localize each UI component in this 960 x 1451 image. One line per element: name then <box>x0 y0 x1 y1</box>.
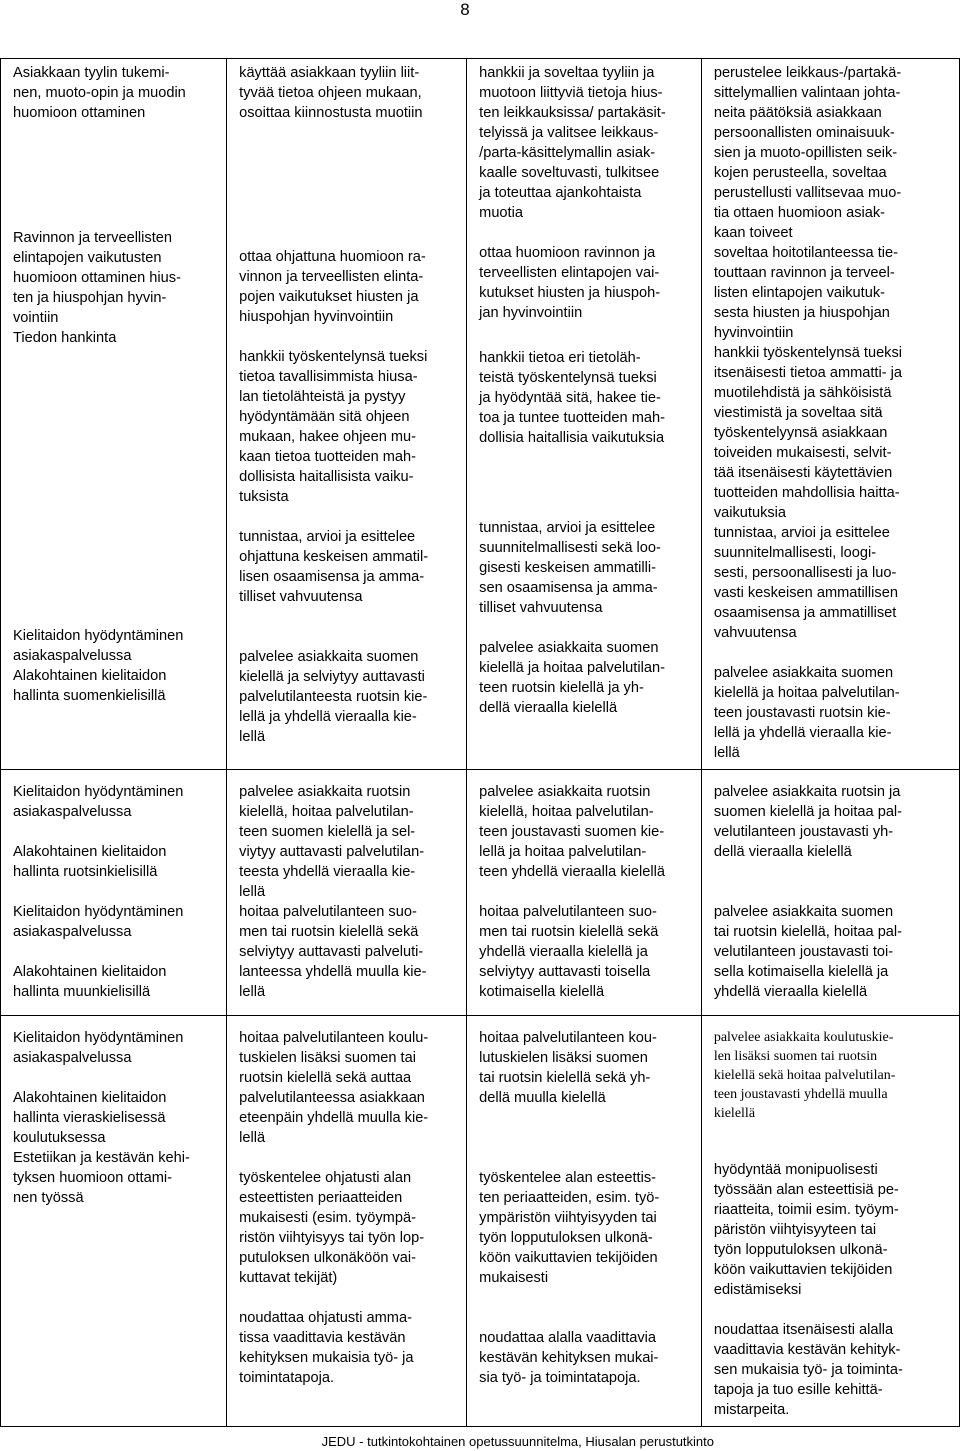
criteria-text: hoitaa palvelutilanteen suo- men tai ruotsin kielellä sekä yhdellä vieraalla kielellä ja selviytyy auttavasti toisella kotimaisella kielellä <box>479 904 659 1000</box>
table-row <box>1 770 960 1016</box>
criteria-text: hoitaa palvelutilanteen suo- men tai ruotsin kielellä sekä selviytyy auttavasti palveluti- lanteessa yhdellä muulla kie- lellä <box>239 904 427 1000</box>
criteria-text: hankkii työskentelynsä tueksi tietoa tavallisimmista hiusa- lan tietolähteistä ja pystyy hyödyntämään sitä ohjeen mukaan, hakee ohjeen mu- kaan tietoa tuotteiden mah- dollisista haitallisista vaiku- tuksista <box>239 349 428 505</box>
page-number: 8 <box>460 0 470 19</box>
criteria-text: hoitaa palvelutilanteen koulu- tuskielen lisäksi suomen tai ruotsin kielellä sekä auttaa palvelutilanteessa asiakkaan eteenpäin yhdellä muulla kie- lellä <box>239 1030 429 1146</box>
criteria-text: perustelee leikkaus-/partakä- sittelymallien valintaan johta- neita päätöksiä asiakkaan persoonallisten ominaisuuk- sien ja muoto-opillisten seik- kojen perusteella, soveltaa perustellusti vallitsevaa muo- tia ottaen huomioon asiak- kaan toiveet <box>713 65 902 241</box>
target-text: Ravinnon ja terveellisten elintapojen vaikutusten huomioon ottaminen hius- ten ja hiuspohjan hyvin- vointiin <box>13 230 181 326</box>
criteria-text: noudattaa itsenäisesti alalla vaadittavia kestävän kehityk- sen mukaisia työ- ja toiminta- tapoja ja tuo esille kehittä- mistarpeita. <box>713 1322 903 1418</box>
table-cell-level-1 <box>227 770 467 1016</box>
table-cell-target <box>1 770 227 1016</box>
table-cell-level-2 <box>467 1016 702 1427</box>
criteria-text: työskentelee ohjatusti alan esteettisten periaatteiden mukaisesti (esim. työympä- ristön viihtyisyys tai työn lop- putuloksen ulkonäköön vai- kuttavat tekijät) <box>239 1170 425 1286</box>
target-text: Alakohtainen kielitaidon hallinta muunkielisillä <box>13 964 167 1000</box>
criteria-text: noudattaa ohjatusti amma- tissa vaadittavia kestävän kehityksen mukaisia työ- ja toimintatapoja. <box>239 1310 414 1386</box>
criteria-table <box>0 58 960 1427</box>
criteria-text: palvelee asiakkaita suomen kielellä ja hoitaa palvelutilan- teen ruotsin kielellä ja yh- dellä vieraalla kielellä <box>479 640 665 716</box>
criteria-text: palvelee asiakkaita ruotsin kielellä, hoitaa palvelutilan- teen suomen kielellä ja sel- viytyy auttavasti palvelutilan- teesta yhdellä vieraalla kie- lellä <box>239 784 425 900</box>
table-cell-level-1 <box>227 59 467 770</box>
table-row <box>1 1016 960 1427</box>
target-text: Estetiikan ja kestävän kehi- tyksen huomioon ottami- nen työssä <box>13 1150 190 1206</box>
table-cell-target <box>1 1016 227 1427</box>
table-cell-level-3 <box>701 59 959 770</box>
criteria-text: palvelee asiakkaita ruotsin kielellä, hoitaa palvelutilan- teen joustavasti suomen kie- lellä ja hoitaa palvelutilan- teen yhdellä vieraalla kielellä <box>479 784 665 880</box>
criteria-text: työskentelee alan esteettis- ten periaatteiden, esim. työ- ympäristön viihtyisyyden tai työn lopputuloksen ulkonä- köön vaikuttavien tekijöiden mukaisesti <box>479 1170 660 1286</box>
table-row <box>1 59 960 770</box>
target-text: Alakohtainen kielitaidon hallinta ruotsinkielisillä <box>13 844 167 880</box>
table-cell-target <box>1 59 227 770</box>
table-cell-level-2 <box>467 770 702 1016</box>
criteria-text: hyödyntää monipuolisesti työssään alan esteettisiä pe- riaatteita, toimii esim. työym- päristön viihtyisyyteen tai työn lopputuloksen ulkonä- köön vaikuttavien tekijöiden edistämiseksi <box>713 1162 899 1298</box>
criteria-text: hoitaa palvelutilanteen kou- lutuskielen lisäksi suomen tai ruotsin kielellä sekä yh- dellä muulla kielellä <box>479 1030 657 1106</box>
table-cell-level-1 <box>227 1016 467 1427</box>
table-cell-level-2 <box>467 59 702 770</box>
target-text: Kielitaidon hyödyntäminen asiakaspalvelussa <box>13 628 184 664</box>
criteria-text: ottaa huomioon ravinnon ja terveellisten elintapojen vai- kutukset hiusten ja hiuspoh- jan hyvinvointiin <box>479 245 661 321</box>
criteria-text: noudattaa alalla vaadittavia kestävän kehityksen mukai- sia työ- ja toimintatapoja. <box>479 1330 659 1386</box>
criteria-text: tunnistaa, arvioi ja esittelee ohjattuna keskeisen ammatil- lisen osaamisensa ja amma- tilliset vahvuutensa <box>239 529 429 605</box>
criteria-text: soveltaa hoitotilanteessa tie- touttaan ravinnon ja terveel- listen elintapojen vaikutuk- sesta hiusten ja hiuspohjan hyvinvointiin <box>713 245 898 341</box>
criteria-text: ottaa ohjattuna huomioon ra- vinnon ja terveellisten elinta- pojen vaikutukset hiusten ja hiuspohjan hyvinvointiin <box>239 249 426 325</box>
criteria-text: palvelee asiakkaita suomen tai ruotsin kielellä, hoitaa pal- velutilanteen joustavasti toi- sella kotimaisella kielellä ja yhdellä vieraalla kielellä <box>713 904 903 1000</box>
page-footer: JEDU - tutkintokohtainen opetussuunnitelma, Hiusalan perustutkinto <box>321 1434 714 1449</box>
target-text: Asiakkaan tyylin tukemi- nen, muoto-opin ja muodin huomioon ottaminen <box>13 65 186 121</box>
criteria-text: tunnistaa, arvioi ja esittelee suunnitelmallisesti sekä loo- gisesti keskeisen ammatilli- sen osaamisensa ja amma- tilliset vahvuutensa <box>479 520 661 616</box>
criteria-text: palvelee asiakkaita suomen kielellä ja selviytyy auttavasti palvelutilanteesta ruotsin kie- lellä ja yhdellä vieraalla kie- lellä <box>239 649 428 745</box>
criteria-text: palvelee asiakkaita suomen kielellä ja hoitaa palvelutilan- teen joustavasti ruotsin kie- lellä ja yhdellä vieraalla kie- lellä <box>713 665 900 761</box>
criteria-text: hankkii tietoa eri tietoläh- teistä työskentelynsä tueksi ja hyödyntää sitä, hakee tie- toa ja tuntee tuotteiden mah- dollisia haitallisia vaikutuksia <box>479 350 665 446</box>
criteria-text: tunnistaa, arvioi ja esittelee suunnitelmallisesti, loogi- sesti, persoonallisesti ja luo- vasti keskeisen ammatillisen osaamisensa ja ammatilliset vahvuutensa <box>713 525 898 641</box>
criteria-text: palvelee asiakkaita koulutuskie- len lisäksi suomen tai ruotsin kielellä sekä hoitaa palvelutilan- teen joustavasti yhdellä muulla kielellä <box>713 1030 896 1121</box>
target-text: Alakohtainen kielitaidon hallinta vieraskielisessä koulutuksessa <box>13 1090 167 1146</box>
target-text: Tiedon hankinta <box>13 330 117 346</box>
criteria-text: hankkii työskentelynsä tueksi itsenäisesti tietoa ammatti- ja muotilehdistä ja sähköisistä viestimistä ja soveltaa sitä työskentelyynsä asiakkaan toiveiden mukaisesti, selvit- tää itsenäisesti käytettävien tuotteiden mahdollisia haitta- vaikutuksia <box>713 345 903 521</box>
table-cell-level-3 <box>701 770 959 1016</box>
target-text: Kielitaidon hyödyntäminen asiakaspalvelussa <box>13 1030 184 1066</box>
target-text: Alakohtainen kielitaidon hallinta suomenkielisillä <box>13 668 167 704</box>
criteria-text: hankkii ja soveltaa tyyliin ja muotoon liittyviä tietoja hius- ten leikkauksissa/ partakäsit- telyissä ja valitsee leikkaus- /parta-käsittelymallin asiak- kaalle soveltuvasti, tulkitsee ja toteuttaa ajankohtaista muotia <box>479 65 666 221</box>
criteria-text: palvelee asiakkaita ruotsin ja suomen kielellä ja hoitaa pal- velutilanteen joustavasti yh- dellä vieraalla kielellä <box>713 784 903 860</box>
table-cell-level-3 <box>701 1016 959 1427</box>
target-text: Kielitaidon hyödyntäminen asiakaspalvelussa <box>13 904 184 940</box>
target-text: Kielitaidon hyödyntäminen asiakaspalvelussa <box>13 784 184 820</box>
criteria-text: käyttää asiakkaan tyyliin liit- tyvää tietoa ohjeen mukaan, osoittaa kiinnostusta muotiin <box>239 65 423 121</box>
